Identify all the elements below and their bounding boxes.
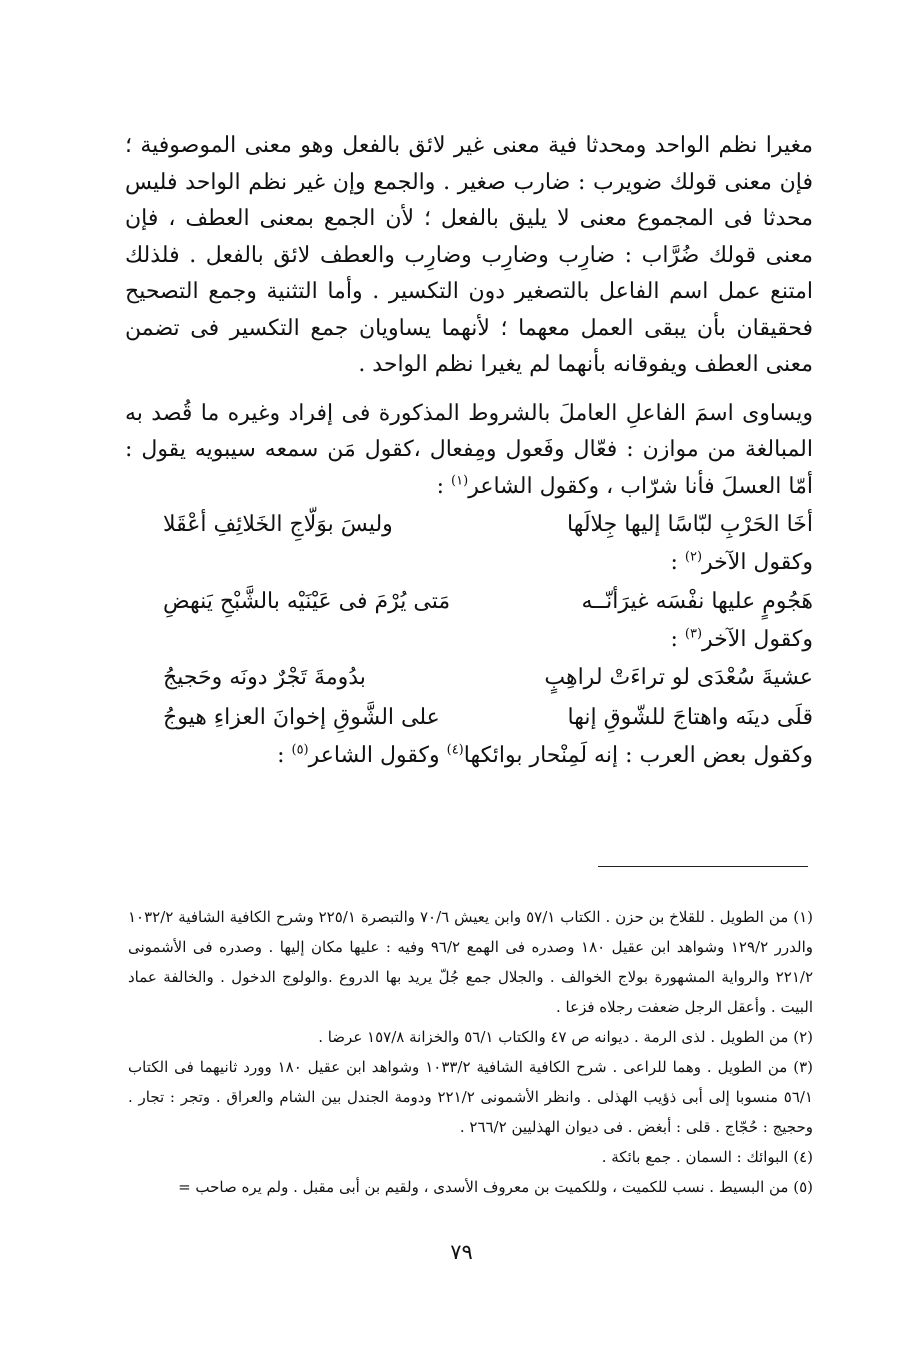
verse-1-second-hemistich: وليسَ بوَلّاجِ الخَلائِفِ أعْقَلا xyxy=(163,512,393,537)
footnote-ref-1: (١) xyxy=(451,473,469,489)
verse-1 xyxy=(163,505,813,545)
footnote-separator xyxy=(598,866,808,867)
verse-2-intro-text: وكقول الآخر xyxy=(702,550,813,575)
main-text xyxy=(125,128,813,775)
footnote-3: (٣) من الطويل . وهما للراعى . شرح الكافية الشافية ١٠٣٣/٢ وشواهد ابن عقيل ١٨٠ وورد ثانيهما فى الكتاب ٥٦/١ منسوبا إلى أبى ذؤيب الهذلى . وانظر الأشمونى ٢٢١/٢ ودومة الجندل بين الشام والعراق . وتجر : تجار . وحجيج : حُجّاج . قلى : أبغض . فى ديوان الهذليين ٢٦٦/٢ . xyxy=(128,1058,813,1136)
paragraph-1: مغيرا نظم الواحد ومحدثا فية معنى غير لائق بالفعل وهو معنى الموصوفية ؛ فإن معنى قولك ضويرب : ضارب صغير . والجمع وإن غير نظم الواحد فليس محدثا فى المجموع معنى لا يليق بالفعل ؛ لأن الجمع بمعنى العطف ، فإن معنى قولك ضُرَّاب : ضارِب وضارِب وضارِب والعطف لائق بالفعل . فلذلك امتنع عمل اسم الفاعل بالتصغير دون التكسير . وأما التثنية وجمع التصحيح فحقيقان بأن يبقى العمل معهما ؛ لأنهما يساويان جمع التكسير فى تضمن معنى العطف ويفوقانه بأنهما لم يغيرا نظم الواحد . xyxy=(125,133,813,377)
verse-3-intro-text: وكقول الآخر xyxy=(702,626,813,652)
footnote-ref-2: (٢) xyxy=(684,549,703,565)
paragraph-3-end: : xyxy=(277,743,292,768)
verse-4-first-hemistich: قلَى دينَه واهتاجَ للشّوقِ إنها xyxy=(567,705,813,730)
verse-2-intro-end: : xyxy=(670,550,685,575)
verse-2-first-hemistich: هَجُومٍ عليها نفْسَه غيرَأنّــه xyxy=(581,588,813,614)
paragraph-2-end: : xyxy=(436,473,452,499)
footnote-4: (٤) البوائك : السمان . جمع بائكة . xyxy=(601,1148,813,1166)
paragraph-3-text: وكقول بعض العرب : إنه لَمِنْحار بوائكها xyxy=(463,743,813,768)
paragraph-2 xyxy=(125,396,813,506)
footnote-2: (٢) من الطويل . لذى الرمة . ديوانه ص ٤٧ والكتاب ٥٦/١ والخزانة ١٥٧/٨ عرضا . xyxy=(318,1028,813,1046)
paragraph-3-text-2: وكقول الشاعر xyxy=(308,743,447,768)
footnote-ref-4: (٤) xyxy=(446,742,464,758)
verse-3-first-hemistich: عشيةَ سُعْدَى لو تراءَتْ لراهِبٍ xyxy=(544,665,813,690)
verse-2-intro xyxy=(125,545,813,582)
paragraph-3 xyxy=(125,738,813,775)
verse-3 xyxy=(163,658,813,698)
paragraph-2-text: ويساوى اسمَ الفاعلِ العاملَ بالشروط المذكورة فى إفراد وغيره ما قُصد به المبالغة من موازن : فعّال وفَعول ومِفعال ،كقول مَن سمعه سيبويه يقول : أمّا العسلَ فأنا شرّاب ، وكقول الشاعر xyxy=(125,400,813,499)
verse-2 xyxy=(163,582,813,622)
verse-3-second-hemistich: بدُومةَ تَجْرٌ دونَه وحَجيجُ xyxy=(163,665,366,690)
footnote-ref-3: (٣) xyxy=(684,626,703,642)
verse-4-second-hemistich: على الشَّوقِ إخوانَ العزاءِ هيوجُ xyxy=(163,705,440,730)
footnote-5: (٥) من البسيط . نسب للكميت ، وللكميت بن معروف الأسدى ، ولقيم بن أبى مقبل . ولم يره صاحب = xyxy=(178,1178,813,1196)
verse-3-intro-end: : xyxy=(670,626,685,652)
footnote-1: (١) من الطويل . للقلاخ بن حزن . الكتاب ٥٧/١ وابن يعيش ٧٠/٦ والتبصرة ٢٢٥/١ وشرح الكافية الشافية ١٠٣٢/٢ والدرر ١٢٩/٢ وشواهد ابن عقيل ١٨٠ وصدره فى الهمع ٩٦/٢ وفيه : عليها مكان إليها . وصدره فى الأشمونى ٢٢١/٢ والرواية المشهورة بولاج الخوالف . والجلال جمع جُلّ يريد بها الدروع .والولوج الدخول . والخالفة عماد البيت . وأعقل الرجل ضعفت رجلاه فزعا . xyxy=(128,908,814,1016)
footnotes xyxy=(128,902,813,1202)
verse-1-first-hemistich: أخَا الحَرْبِ لبّاسًا إليها جِلالَها xyxy=(566,512,813,537)
verse-4 xyxy=(163,698,813,738)
footnote-ref-5: (٥) xyxy=(291,742,309,758)
verse-2-second-hemistich: مَتى يُرْمَ فى عَيْنَيْه بالشَّبْحِ يَنهضِ xyxy=(163,588,451,614)
page-number: ٧٩ xyxy=(450,1240,473,1264)
verse-3-intro xyxy=(125,622,813,659)
